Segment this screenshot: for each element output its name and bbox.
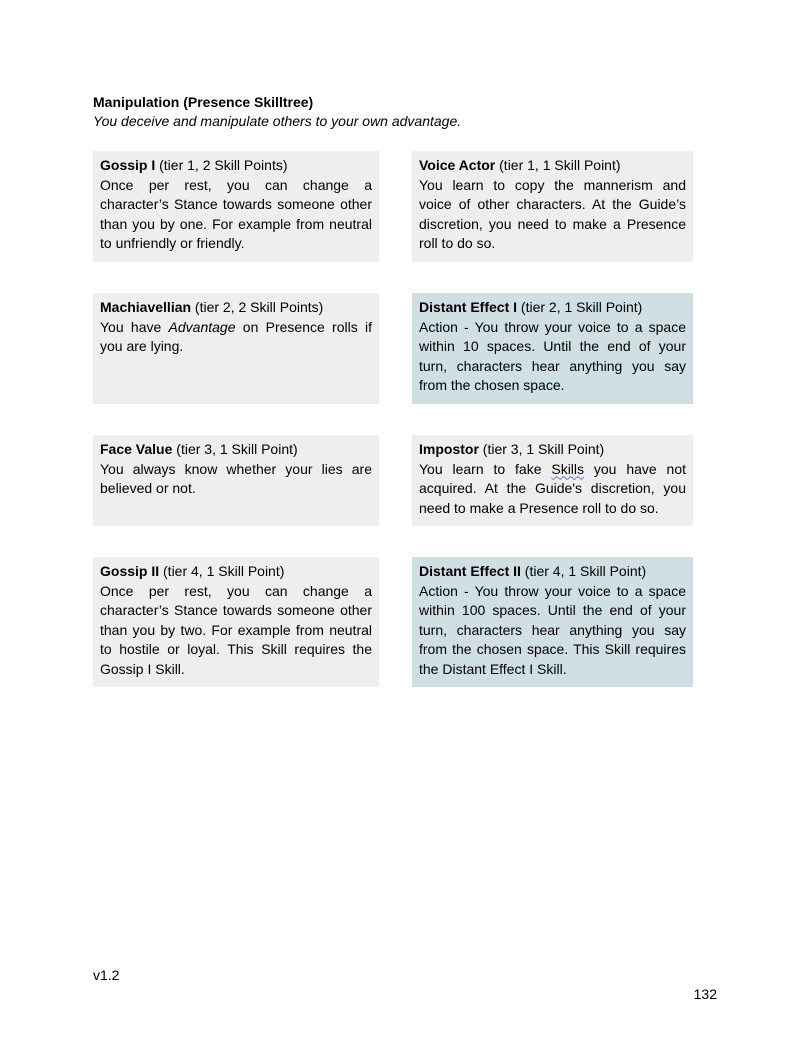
skill-meta: (tier 3, 1 Skill Point) xyxy=(172,441,298,457)
skill-name: Voice Actor xyxy=(419,157,496,173)
skill-meta: (tier 1, 1 Skill Point) xyxy=(495,157,621,173)
skill-card-impostor xyxy=(412,435,693,526)
skill-name: Machiavellian xyxy=(100,299,192,315)
skill-name: Gossip I xyxy=(100,157,156,173)
skill-description: You always know whether your lies are believed or not. xyxy=(100,460,372,496)
skill-meta: (tier 2, 1 Skill Point) xyxy=(517,299,643,315)
skill-card-gossip-ii xyxy=(93,557,379,687)
skill-name: Face Value xyxy=(100,441,173,457)
skill-meta: (tier 3, 1 Skill Point) xyxy=(478,441,605,457)
spellcheck-marked-word: Skills xyxy=(551,460,585,477)
version-label: v1.2 xyxy=(93,967,120,983)
page-title: Manipulation (Presence Skilltree) xyxy=(93,94,314,110)
skill-card-machiavellian xyxy=(93,293,379,404)
skill-card-distant-effect-ii xyxy=(412,557,693,687)
skill-card-voice-actor xyxy=(412,151,693,262)
skill-card-gossip-i xyxy=(93,151,379,262)
skill-meta: (tier 4, 1 Skill Point) xyxy=(159,563,285,579)
page-number: 132 xyxy=(693,986,717,1002)
skill-name: Distant Effect I xyxy=(419,299,518,315)
skill-name: Gossip II xyxy=(100,563,160,579)
skill-card-face-value xyxy=(93,435,379,526)
page-subtitle: You deceive and manipulate others to your own advantage. xyxy=(93,113,462,129)
skill-description: Action - You throw your voice to a space within 100 spaces. Until the end of your turn, characters hear anything you say from the chosen space. This Skill requires the Distant Effect I Skill. xyxy=(419,582,686,677)
skill-description: Action - You throw your voice to a space within 10 spaces. Until the end of your turn, characters hear anything you say from the chosen space. xyxy=(419,318,686,393)
advantage-term: Advantage xyxy=(168,318,236,335)
skill-description: Once per rest, you can change a character’s Stance towards someone other than you by one. For example from neutral to unfriendly or friendly. xyxy=(100,176,372,251)
skill-name: Distant Effect II xyxy=(419,563,521,579)
skill-meta: (tier 4, 1 Skill Point) xyxy=(520,563,647,579)
skill-description: You have Advantage on Presence rolls if you are lying. xyxy=(100,318,372,354)
skill-card-distant-effect-i xyxy=(412,293,693,404)
skill-meta: (tier 2, 2 Skill Points) xyxy=(191,299,324,315)
skill-description: You learn to copy the mannerism and voice of other characters. At the Guide’s discretion, you need to make a Presence roll to do so. xyxy=(419,176,686,251)
skill-description: You learn to fake Skills you have not acquired. At the Guide's discretion, you need to make a Presence roll to do so. xyxy=(419,460,687,516)
skill-description: Once per rest, you can change a character’s Stance towards someone other than you by two. For example from neutral to hostile or loyal. This Skill requires the Gossip I Skill. xyxy=(100,582,372,677)
skill-meta: (tier 1, 2 Skill Points) xyxy=(155,157,288,173)
skill-name: Impostor xyxy=(419,441,479,457)
